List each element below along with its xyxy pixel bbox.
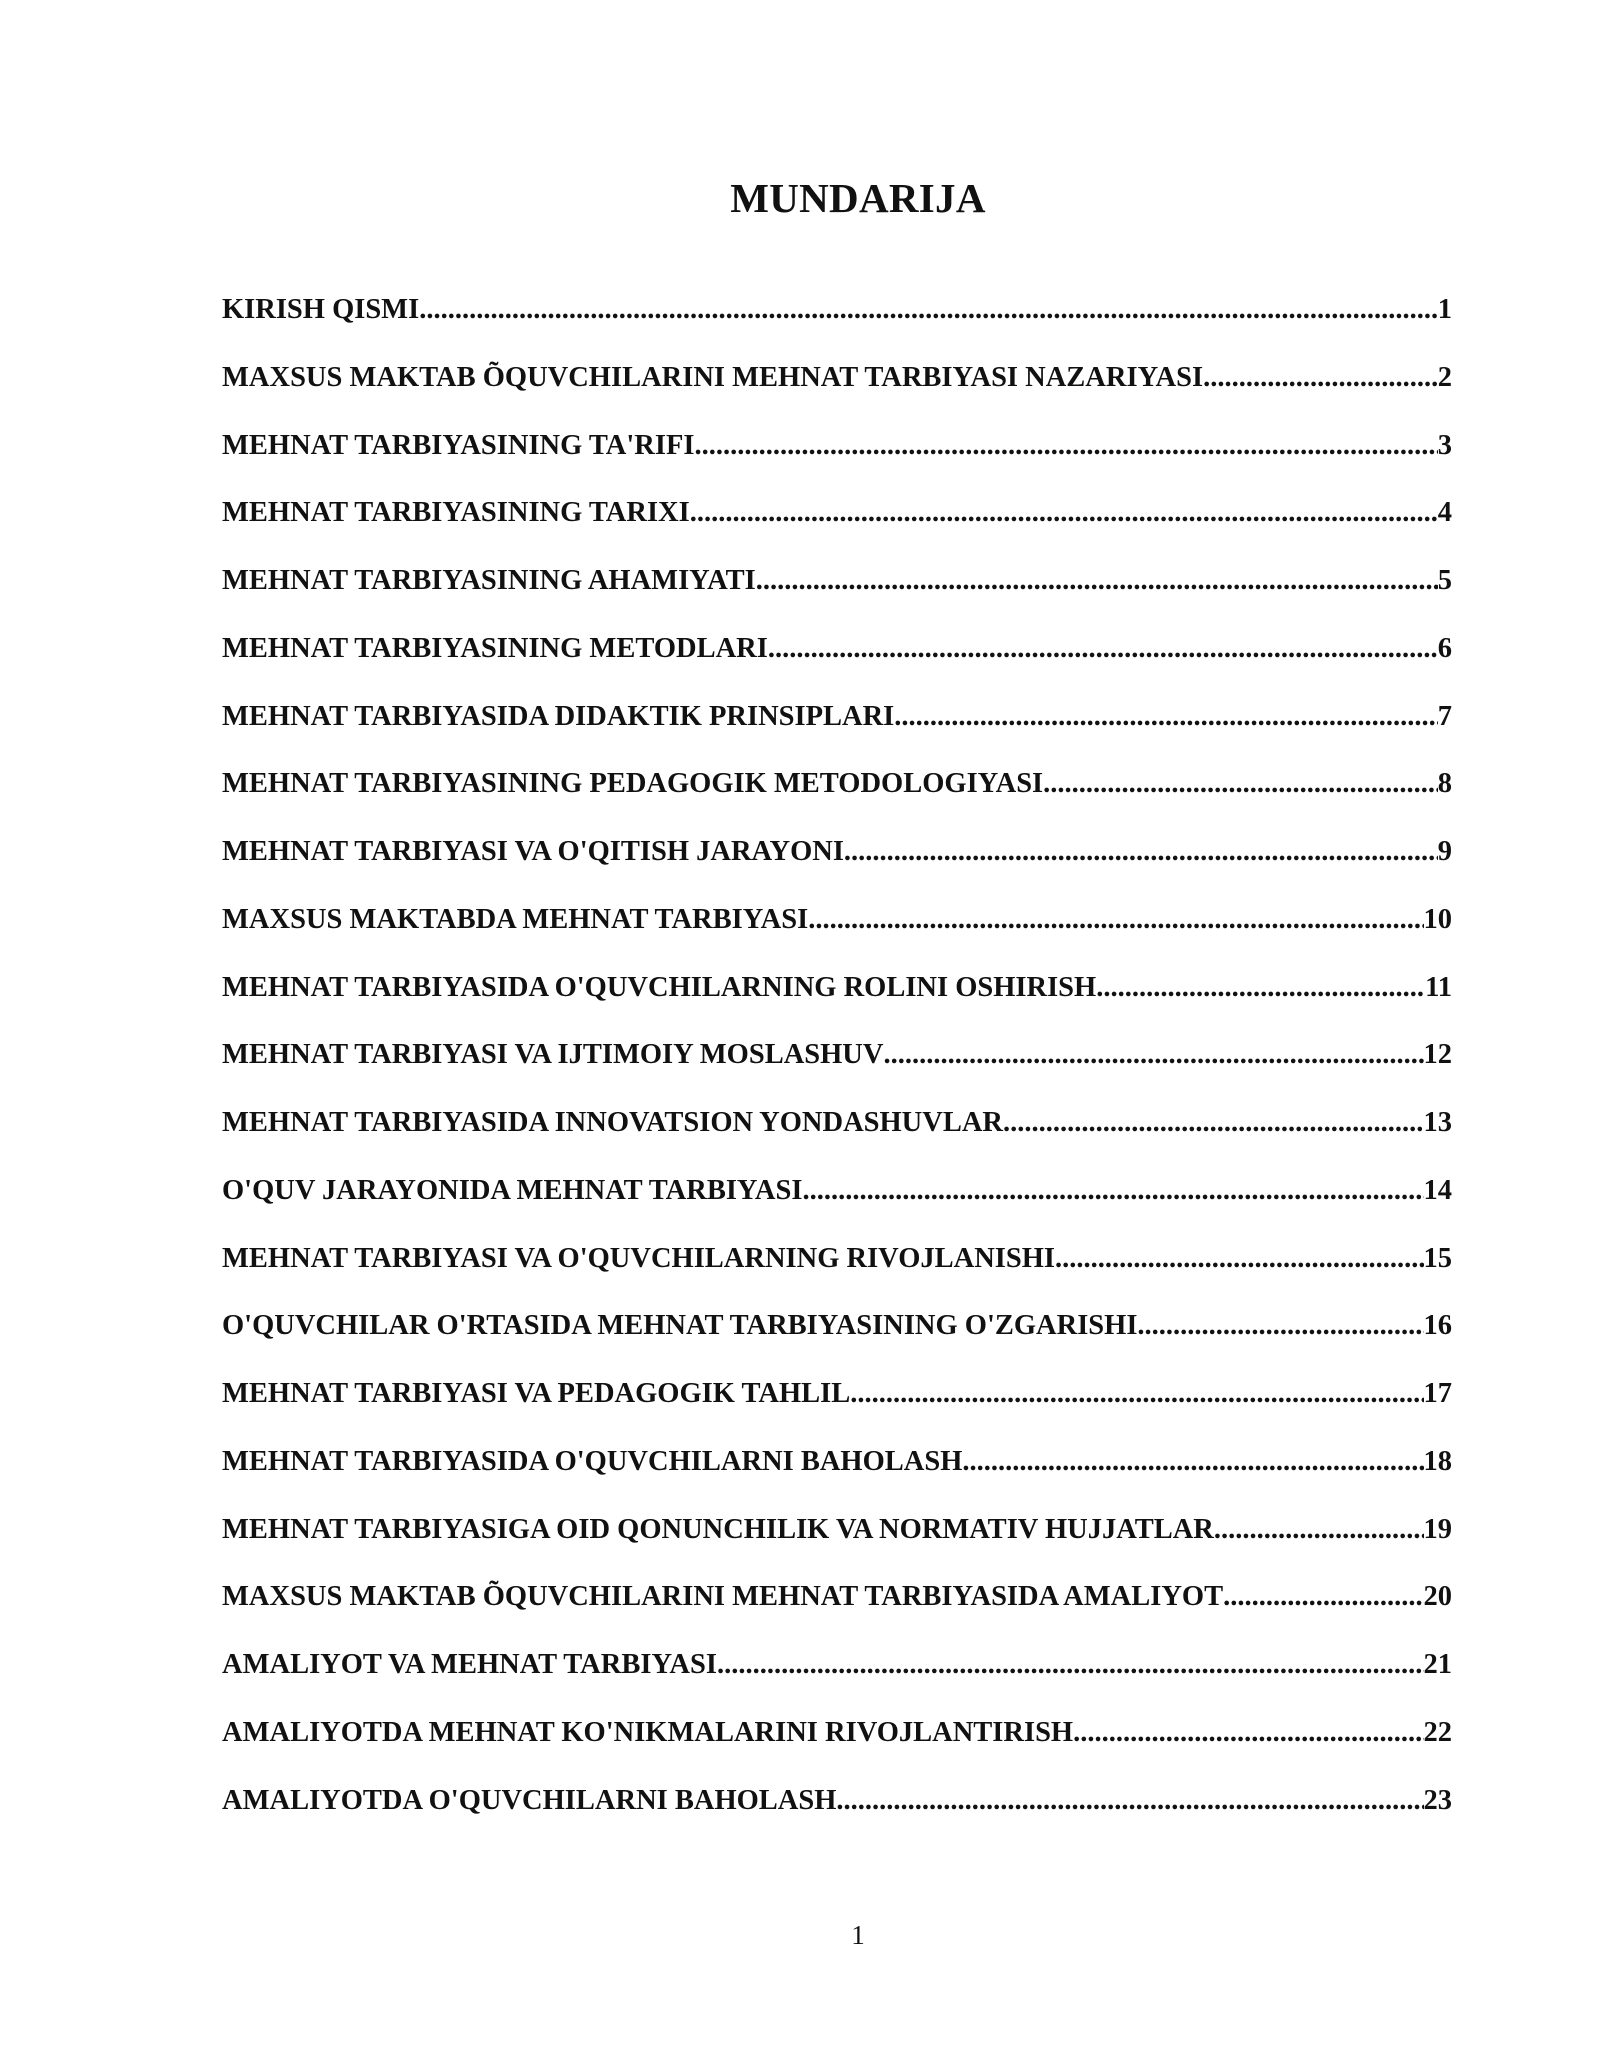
table-of-contents	[222, 290, 1452, 1848]
toc-entry[interactable]	[222, 1239, 1452, 1307]
toc-dot-leader	[1055, 1239, 1424, 1279]
toc-entry-page: 8	[1437, 768, 1452, 800]
toc-dot-leader	[883, 1035, 1423, 1075]
toc-dot-leader	[1203, 358, 1438, 398]
toc-entry-page: 15	[1423, 1242, 1452, 1274]
toc-entry[interactable]	[222, 968, 1452, 1036]
toc-dot-leader	[756, 561, 1438, 601]
toc-dot-leader	[768, 629, 1438, 669]
toc-entry-page: 5	[1437, 565, 1452, 596]
toc-dot-leader	[1214, 1510, 1424, 1550]
toc-entry-page: 11	[1425, 971, 1452, 1003]
toc-entry-title: MEHNAT TARBIYASINING TARIXI	[222, 497, 690, 529]
toc-entry-page: 9	[1437, 836, 1452, 867]
toc-entry[interactable]	[222, 1645, 1452, 1713]
toc-entry-page: 3	[1437, 429, 1452, 461]
toc-entry-title: MEHNAT TARBIYASINING AHAMIYATI	[222, 565, 756, 596]
toc-entry[interactable]	[222, 764, 1452, 832]
toc-entry[interactable]	[222, 900, 1452, 968]
toc-entry-title: MEHNAT TARBIYASIDA DIDAKTIK PRINSIPLARI	[222, 700, 895, 732]
toc-dot-leader	[419, 290, 1438, 330]
toc-entry-title: MAXSUS MAKTAB ÕQUVCHILARINI MEHNAT TARBIYASIDA AMALIYOT	[222, 1581, 1224, 1613]
toc-entry[interactable]	[222, 1306, 1452, 1374]
toc-dot-leader	[694, 426, 1437, 466]
toc-entry-title: AMALIYOTDA O'QUVCHILARNI BAHOLASH	[222, 1784, 837, 1816]
toc-entry-page: 22	[1423, 1716, 1452, 1748]
toc-entry-title: MEHNAT TARBIYASINING METODLARI	[222, 632, 768, 664]
toc-entry[interactable]	[222, 1713, 1452, 1781]
toc-entry-title: MEHNAT TARBIYASI VA O'QUVCHILARNING RIVOJLANISHI	[222, 1242, 1055, 1274]
toc-entry-page: 18	[1423, 1445, 1452, 1477]
toc-entry-page: 16	[1423, 1310, 1452, 1342]
toc-entry-title: AMALIYOTDA MEHNAT KO'NIKMALARINI RIVOJLANTIRISH	[222, 1716, 1074, 1748]
toc-entry[interactable]	[222, 1442, 1452, 1510]
toc-entry-page: 12	[1423, 1039, 1452, 1071]
toc-entry-page: 1	[1437, 294, 1452, 325]
toc-entry-title: O'QUV JARAYONIDA MEHNAT TARBIYASI	[222, 1174, 803, 1206]
toc-entry[interactable]	[222, 1171, 1452, 1239]
toc-dot-leader	[850, 1374, 1423, 1414]
toc-dot-leader	[1043, 764, 1438, 804]
toc-dot-leader	[808, 900, 1423, 940]
toc-entry-title: MEHNAT TARBIYASI VA O'QITISH JARAYONI	[222, 836, 844, 867]
toc-entry[interactable]	[222, 290, 1452, 358]
toc-entry-title: MEHNAT TARBIYASI VA PEDAGOGIK TAHLIL	[222, 1378, 851, 1409]
toc-dot-leader	[1003, 1103, 1423, 1143]
toc-entry-title: MAXSUS MAKTABDA MEHNAT TARBIYASI	[222, 903, 809, 935]
toc-entry-title: MEHNAT TARBIYASIGA OID QONUNCHILIK VA NORMATIV HUJJATLAR	[222, 1513, 1214, 1545]
toc-entry-title: MAXSUS MAKTAB ÕQUVCHILARINI MEHNAT TARBIYASI NAZARIYASI	[222, 361, 1204, 393]
toc-entry-page: 7	[1437, 700, 1452, 732]
toc-dot-leader	[1137, 1306, 1423, 1346]
toc-entry-page: 17	[1423, 1378, 1452, 1409]
toc-dot-leader	[962, 1442, 1423, 1482]
toc-entry[interactable]	[222, 1577, 1452, 1645]
toc-dot-leader	[1223, 1577, 1423, 1617]
toc-entry-title: MEHNAT TARBIYASIDA INNOVATSION YONDASHUVLAR	[222, 1107, 1004, 1138]
toc-entry-title: MEHNAT TARBIYASI VA IJTIMOIY MOSLASHUV	[222, 1039, 884, 1071]
toc-dot-leader	[844, 832, 1438, 872]
toc-entry[interactable]	[222, 561, 1452, 629]
toc-entry-title: MEHNAT TARBIYASINING TA'RIFI	[222, 429, 695, 461]
toc-dot-leader	[1096, 968, 1425, 1008]
toc-entry-title: MEHNAT TARBIYASINING PEDAGOGIK METODOLOGIYASI	[222, 768, 1044, 800]
toc-entry[interactable]	[222, 426, 1452, 494]
toc-entry[interactable]	[222, 1781, 1452, 1849]
toc-entry[interactable]	[222, 1510, 1452, 1578]
toc-entry-page: 13	[1423, 1107, 1452, 1138]
toc-entry[interactable]	[222, 629, 1452, 697]
toc-entry-title: MEHNAT TARBIYASIDA O'QUVCHILARNI BAHOLASH	[222, 1445, 963, 1477]
toc-dot-leader	[836, 1781, 1423, 1821]
page-number: 1	[851, 1920, 865, 1950]
toc-dot-leader	[690, 493, 1438, 533]
toc-entry-page: 20	[1423, 1581, 1452, 1613]
toc-entry-page: 21	[1423, 1649, 1452, 1680]
toc-entry-page: 19	[1423, 1513, 1452, 1545]
toc-entry-title: O'QUVCHILAR O'RTASIDA MEHNAT TARBIYASINING O'ZGARISHI	[222, 1310, 1138, 1342]
toc-entry-title: MEHNAT TARBIYASIDA O'QUVCHILARNING ROLINI OSHIRISH	[222, 971, 1097, 1003]
toc-entry-page: 6	[1437, 632, 1452, 664]
toc-dot-leader	[802, 1171, 1423, 1211]
toc-entry[interactable]	[222, 1103, 1452, 1171]
page-title: MUNDARIJA	[730, 175, 986, 222]
toc-entry-page: 10	[1423, 903, 1452, 935]
toc-dot-leader	[1073, 1713, 1423, 1753]
toc-entry[interactable]	[222, 832, 1452, 900]
toc-dot-leader	[717, 1645, 1424, 1685]
toc-entry[interactable]	[222, 493, 1452, 561]
toc-dot-leader	[894, 697, 1437, 737]
toc-entry-page: 4	[1437, 497, 1452, 529]
toc-entry[interactable]	[222, 1035, 1452, 1103]
toc-entry-page: 14	[1423, 1174, 1452, 1206]
toc-entry[interactable]	[222, 1374, 1452, 1442]
toc-entry-page: 2	[1437, 361, 1452, 393]
toc-entry-title: AMALIYOT VA MEHNAT TARBIYASI	[222, 1649, 717, 1680]
toc-entry-page: 23	[1423, 1784, 1452, 1816]
toc-entry[interactable]	[222, 358, 1452, 426]
toc-entry-title: KIRISH QISMI	[222, 294, 420, 325]
toc-entry[interactable]	[222, 697, 1452, 765]
